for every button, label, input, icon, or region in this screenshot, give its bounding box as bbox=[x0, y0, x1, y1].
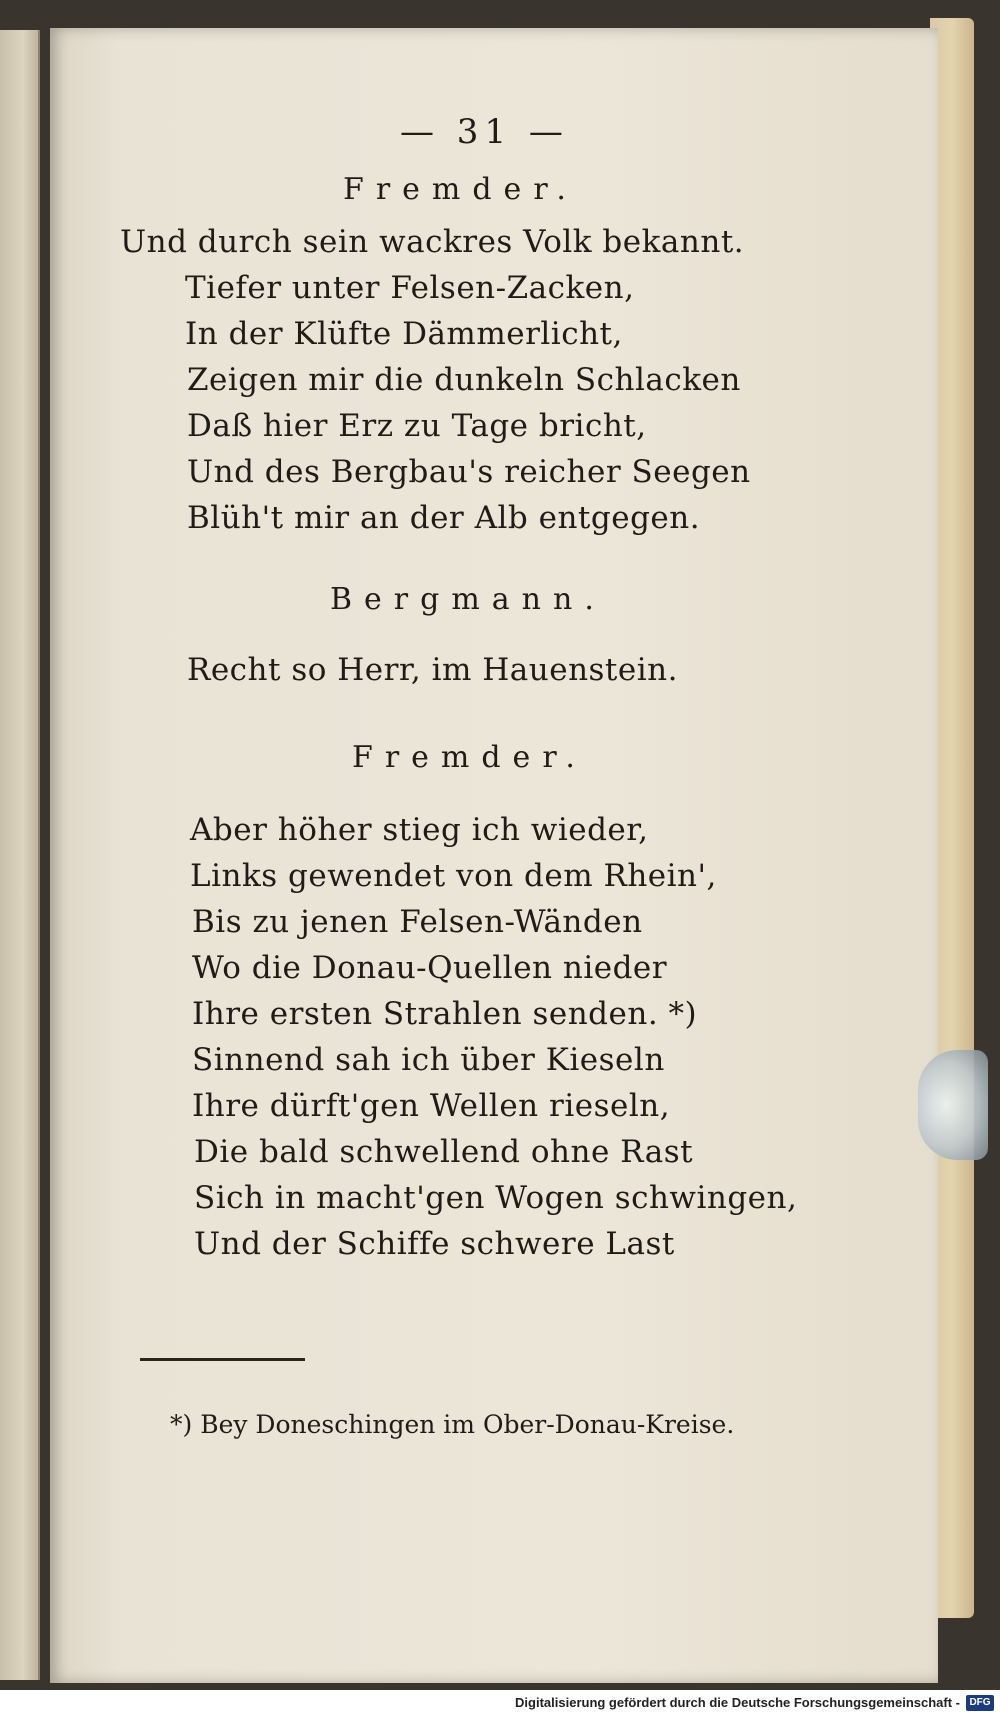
footnote-rule bbox=[140, 1358, 305, 1361]
previous-page-edge bbox=[0, 30, 40, 1680]
verse-line: Und durch sein wackres Volk bekannt. bbox=[120, 224, 745, 260]
verse-line: Links gewendet von dem Rhein', bbox=[190, 858, 717, 894]
speaker-label: Bergmann. bbox=[330, 582, 606, 617]
footnote: *) Bey Doneschingen im Ober-Donau-Kreise. bbox=[170, 1410, 735, 1439]
verse-line: Aber höher stieg ich wieder, bbox=[190, 812, 649, 848]
verse-line: Tiefer unter Felsen-Zacken, bbox=[185, 270, 635, 306]
verse-line: Und der Schiffe schwere Last bbox=[194, 1226, 675, 1262]
page-number: — 31 — bbox=[400, 112, 569, 152]
verse-line: Die bald schwellend ohne Rast bbox=[194, 1134, 694, 1170]
verse-line: Und des Bergbau's reicher Seegen bbox=[187, 454, 751, 490]
verse-line: Sinnend sah ich über Kieseln bbox=[192, 1042, 665, 1078]
dfg-logo-icon: DFG bbox=[966, 1695, 994, 1711]
verse-line: Zeigen mir die dunkeln Schlacken bbox=[187, 362, 741, 398]
verse-line: Blüh't mir an der Alb entgegen. bbox=[187, 500, 701, 536]
verse-line: Wo die Donau-Quellen nieder bbox=[192, 950, 668, 986]
verse-line: Bis zu jenen Felsen-Wänden bbox=[192, 904, 643, 940]
funding-credit: Digitalisierung gefördert durch die Deutsche Forschungsgemeinschaft - bbox=[515, 1695, 960, 1710]
speaker-label: Fremder. bbox=[352, 740, 587, 775]
digitization-footer bbox=[0, 1690, 1000, 1715]
verse-line: Recht so Herr, im Hauenstein. bbox=[187, 652, 678, 688]
verse-line: Ihre dürft'gen Wellen rieseln, bbox=[192, 1088, 671, 1124]
page-clip bbox=[918, 1050, 988, 1160]
verse-line: In der Klüfte Dämmerlicht, bbox=[185, 316, 623, 352]
verse-line: Daß hier Erz zu Tage bricht, bbox=[187, 408, 647, 444]
verse-line: Ihre ersten Strahlen senden. *) bbox=[192, 996, 698, 1032]
speaker-label: Fremder. bbox=[343, 172, 578, 207]
verse-line: Sich in macht'gen Wogen schwingen, bbox=[194, 1180, 798, 1216]
